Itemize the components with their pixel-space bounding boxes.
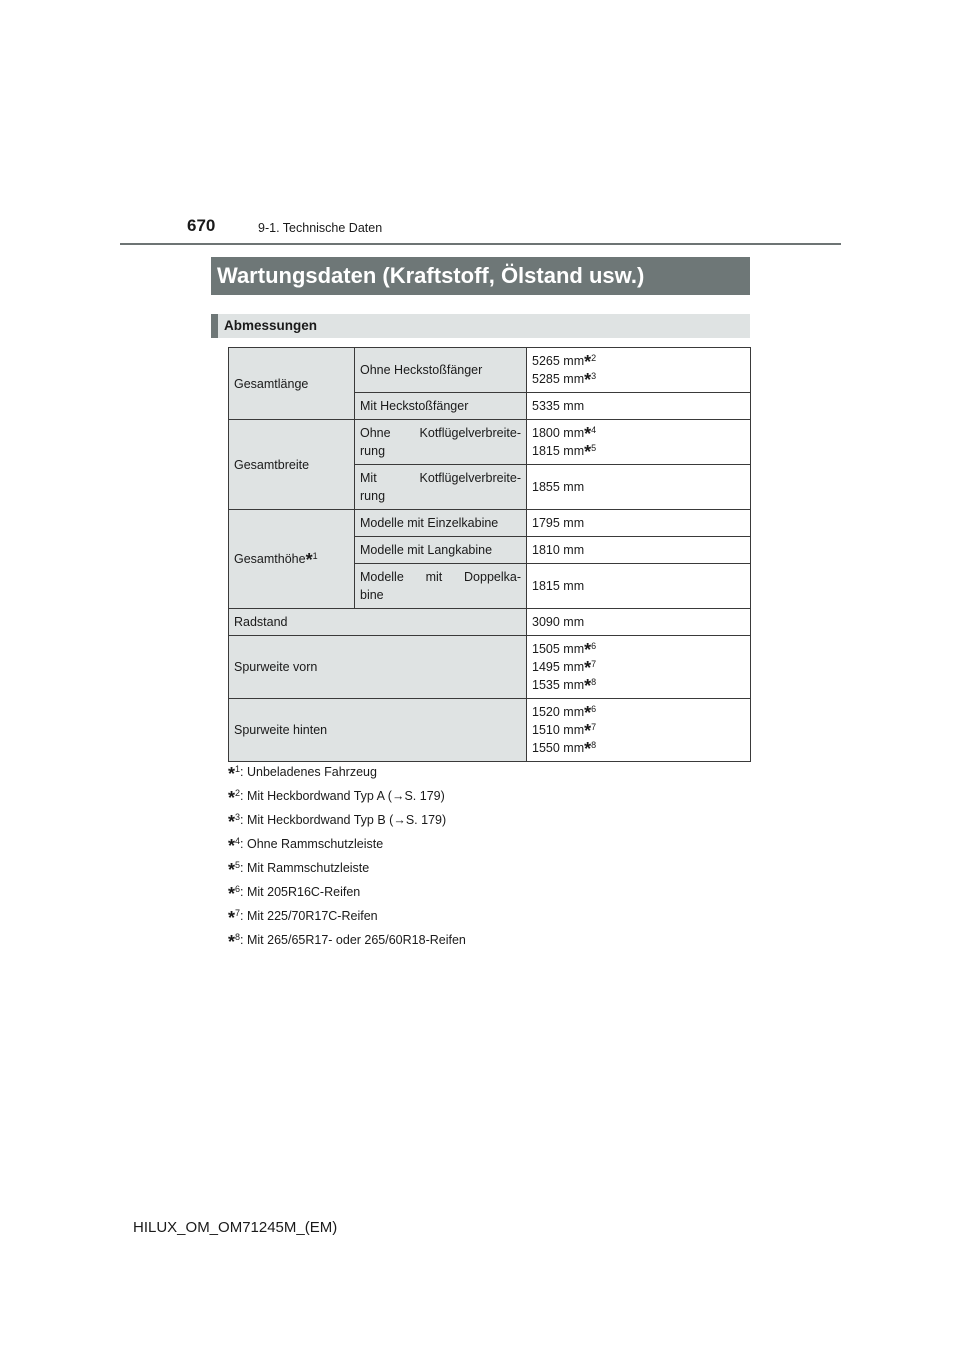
row-subheader: Modelle mit Einzelkabine	[355, 510, 527, 537]
value-cell: 1795 mm	[527, 510, 751, 537]
value-cell: 3090 mm	[527, 609, 751, 636]
footnote: *$^4$: Ohne Rammschutzleiste	[228, 836, 384, 856]
row-header: Spurweite vorn	[229, 636, 527, 699]
row-subheader: Modelle mit Doppelka- bine	[355, 564, 527, 609]
table-row	[229, 510, 751, 537]
row-subheader: Mit Heckstoßfänger	[355, 393, 527, 420]
row-header: Gesamthöhe*$^1$	[229, 510, 355, 609]
document-code: HILUX_OM_OM71245M_(EM)	[133, 1219, 338, 1236]
row-header: Gesamtbreite	[229, 420, 355, 510]
footnote: *$^5$: Mit Rammschutzleiste	[228, 860, 370, 880]
value-cell: 5335 mm	[527, 393, 751, 420]
footnote: *$^8$: Mit 265/65R17- oder 265/60R18-Reifen	[228, 932, 466, 952]
dimensions-table	[228, 347, 751, 762]
footnote: *$^3$: Mit Heckbordwand Typ B (→S. 179)	[228, 812, 447, 832]
row-subheader: Modelle mit Langkabine	[355, 537, 527, 564]
row-subheader: Ohne Heckstoßfänger	[355, 348, 527, 393]
table-row	[229, 348, 751, 393]
page-title: Wartungsdaten (Kraftstoff, Ölstand usw.)	[211, 257, 750, 295]
row-subheader: Ohne Kotflügelverbreite- rung	[355, 420, 527, 465]
footnote: *$^1$: Unbeladenes Fahrzeug	[228, 764, 377, 784]
header-divider	[120, 243, 841, 245]
row-header: Gesamtlänge	[229, 348, 355, 420]
table-row	[229, 699, 751, 762]
table-row	[229, 636, 751, 699]
footnote: *$^2$: Mit Heckbordwand Typ A (→S. 179)	[228, 788, 445, 808]
value-cell: 1520 mm*$^6$ 1510 mm*$^7$ 1550 mm*$^8$	[527, 699, 751, 762]
section-label: 9-1. Technische Daten	[258, 221, 383, 235]
table-row	[229, 609, 751, 636]
value-cell: 1855 mm	[527, 465, 751, 510]
table-row	[229, 420, 751, 465]
value-cell: 1800 mm*$^4$ 1815 mm*$^5$	[527, 420, 751, 465]
value-cell: 1505 mm*$^6$ 1495 mm*$^7$ 1535 mm*$^8$	[527, 636, 751, 699]
footnotes	[228, 760, 466, 952]
value-cell: 1815 mm	[527, 564, 751, 609]
row-header: Spurweite hinten	[229, 699, 527, 762]
row-subheader: Mit Kotflügelverbreite- rung	[355, 465, 527, 510]
row-header: Radstand	[229, 609, 527, 636]
page-number: 670	[187, 216, 216, 235]
value-cell: 5265 mm*$^2$ 5285 mm*$^3$	[527, 348, 751, 393]
footnote: *$^7$: Mit 225/70R17C-Reifen	[228, 908, 378, 928]
value-cell: 1810 mm	[527, 537, 751, 564]
footnote: *$^6$: Mit 205R16C-Reifen	[228, 884, 361, 904]
subsection-heading: Abmessungen	[211, 314, 750, 338]
